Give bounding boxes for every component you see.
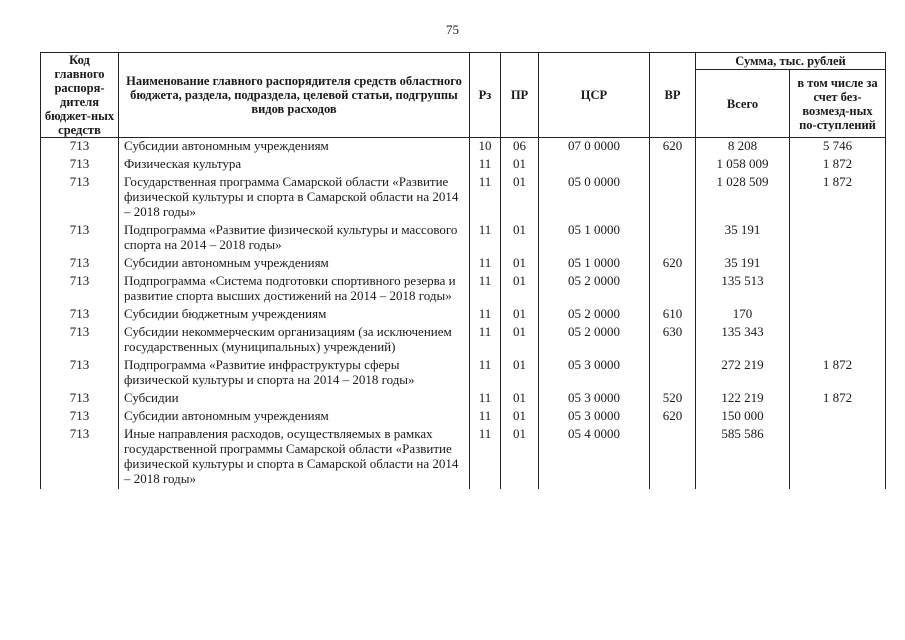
cell-vr bbox=[650, 156, 696, 174]
cell-code: 713 bbox=[41, 357, 119, 390]
cell-csr: 05 2 0000 bbox=[539, 273, 650, 306]
cell-total: 272 219 bbox=[696, 357, 790, 390]
cell-pr: 01 bbox=[501, 408, 539, 426]
budget-table bbox=[40, 52, 886, 489]
cell-csr: 07 0 0000 bbox=[539, 138, 650, 157]
cell-free bbox=[790, 408, 886, 426]
table-row bbox=[41, 273, 886, 306]
cell-free bbox=[790, 222, 886, 255]
cell-total: 35 191 bbox=[696, 222, 790, 255]
cell-csr: 05 2 0000 bbox=[539, 306, 650, 324]
header-csr: ЦСР bbox=[539, 53, 650, 138]
cell-free: 1 872 bbox=[790, 357, 886, 390]
cell-total: 1 058 009 bbox=[696, 156, 790, 174]
cell-rz: 11 bbox=[470, 390, 501, 408]
header-sum-group: Сумма, тыс. рублей bbox=[696, 53, 886, 70]
cell-csr: 05 1 0000 bbox=[539, 255, 650, 273]
cell-vr bbox=[650, 357, 696, 390]
cell-name: Субсидии некоммерческим организациям (за исключением государственных (муниципальных) учреждений) bbox=[119, 324, 470, 357]
cell-name: Подпрограмма «Система подготовки спортивного резерва и развитие спорта высших достижений на 2014 – 2018 годы» bbox=[119, 273, 470, 306]
table-row bbox=[41, 426, 886, 489]
cell-vr bbox=[650, 222, 696, 255]
cell-total: 170 bbox=[696, 306, 790, 324]
cell-pr: 01 bbox=[501, 390, 539, 408]
table-row bbox=[41, 324, 886, 357]
cell-csr: 05 2 0000 bbox=[539, 324, 650, 357]
cell-rz: 11 bbox=[470, 273, 501, 306]
cell-code: 713 bbox=[41, 174, 119, 222]
cell-csr bbox=[539, 156, 650, 174]
cell-rz: 11 bbox=[470, 426, 501, 489]
cell-name: Субсидии автономным учреждениям bbox=[119, 138, 470, 157]
cell-vr bbox=[650, 426, 696, 489]
cell-total: 135 343 bbox=[696, 324, 790, 357]
header-pr: ПР bbox=[501, 53, 539, 138]
cell-rz: 11 bbox=[470, 255, 501, 273]
cell-name: Подпрограмма «Развитие инфраструктуры сферы физической культуры и спорта на 2014 – 2018 годы» bbox=[119, 357, 470, 390]
cell-rz: 11 bbox=[470, 306, 501, 324]
cell-total: 135 513 bbox=[696, 273, 790, 306]
cell-pr: 01 bbox=[501, 357, 539, 390]
header-rz: Рз bbox=[470, 53, 501, 138]
cell-pr: 01 bbox=[501, 324, 539, 357]
cell-rz: 11 bbox=[470, 222, 501, 255]
cell-name: Субсидии бюджетным учреждениям bbox=[119, 306, 470, 324]
cell-code: 713 bbox=[41, 390, 119, 408]
cell-code: 713 bbox=[41, 306, 119, 324]
cell-pr: 06 bbox=[501, 138, 539, 157]
cell-free: 1 872 bbox=[790, 156, 886, 174]
table-row bbox=[41, 306, 886, 324]
cell-rz: 10 bbox=[470, 138, 501, 157]
cell-name: Субсидии автономным учреждениям bbox=[119, 255, 470, 273]
cell-code: 713 bbox=[41, 273, 119, 306]
cell-free bbox=[790, 255, 886, 273]
cell-free: 5 746 bbox=[790, 138, 886, 157]
cell-csr: 05 1 0000 bbox=[539, 222, 650, 255]
cell-pr: 01 bbox=[501, 174, 539, 222]
cell-total: 1 028 509 bbox=[696, 174, 790, 222]
table-row bbox=[41, 357, 886, 390]
cell-name: Иные направления расходов, осуществляемых в рамках государственной программы Самарской области «Развитие физической культуры и спорта в Самарской области на 2014 – 2018 годы» bbox=[119, 426, 470, 489]
cell-name: Физическая культура bbox=[119, 156, 470, 174]
cell-pr: 01 bbox=[501, 222, 539, 255]
cell-vr: 610 bbox=[650, 306, 696, 324]
cell-vr bbox=[650, 273, 696, 306]
cell-rz: 11 bbox=[470, 408, 501, 426]
table-row bbox=[41, 255, 886, 273]
cell-code: 713 bbox=[41, 138, 119, 157]
cell-pr: 01 bbox=[501, 273, 539, 306]
cell-vr: 620 bbox=[650, 255, 696, 273]
cell-code: 713 bbox=[41, 408, 119, 426]
cell-pr: 01 bbox=[501, 426, 539, 489]
cell-total: 150 000 bbox=[696, 408, 790, 426]
cell-name: Субсидии автономным учреждениям bbox=[119, 408, 470, 426]
cell-csr: 05 3 0000 bbox=[539, 357, 650, 390]
table-row bbox=[41, 390, 886, 408]
cell-rz: 11 bbox=[470, 324, 501, 357]
table-row bbox=[41, 138, 886, 157]
table-row bbox=[41, 222, 886, 255]
cell-csr: 05 3 0000 bbox=[539, 408, 650, 426]
cell-name: Государственная программа Самарской области «Развитие физической культуры и спорта в Самарской области на 2014 – 2018 годы» bbox=[119, 174, 470, 222]
table-row bbox=[41, 174, 886, 222]
cell-rz: 11 bbox=[470, 174, 501, 222]
cell-pr: 01 bbox=[501, 306, 539, 324]
cell-pr: 01 bbox=[501, 255, 539, 273]
cell-free: 1 872 bbox=[790, 390, 886, 408]
cell-total: 35 191 bbox=[696, 255, 790, 273]
cell-vr: 620 bbox=[650, 138, 696, 157]
cell-total: 122 219 bbox=[696, 390, 790, 408]
header-vr: ВР bbox=[650, 53, 696, 138]
cell-rz: 11 bbox=[470, 357, 501, 390]
cell-pr: 01 bbox=[501, 156, 539, 174]
cell-free bbox=[790, 426, 886, 489]
page-number: 75 bbox=[446, 22, 459, 37]
cell-free bbox=[790, 273, 886, 306]
cell-vr bbox=[650, 174, 696, 222]
table-body bbox=[41, 138, 886, 490]
cell-total: 8 208 bbox=[696, 138, 790, 157]
cell-csr: 05 3 0000 bbox=[539, 390, 650, 408]
cell-vr: 520 bbox=[650, 390, 696, 408]
cell-free bbox=[790, 324, 886, 357]
cell-vr: 620 bbox=[650, 408, 696, 426]
header-free: в том числе за счет без-возмезд-ных по-ступлений bbox=[790, 70, 886, 138]
cell-code: 713 bbox=[41, 324, 119, 357]
cell-code: 713 bbox=[41, 426, 119, 489]
table-header bbox=[41, 53, 886, 138]
header-name: Наименование главного распорядителя средств областного бюджета, раздела, подраздела, целевой статьи, подгруппы видов расходов bbox=[119, 53, 470, 138]
cell-total: 585 586 bbox=[696, 426, 790, 489]
cell-code: 713 bbox=[41, 222, 119, 255]
cell-rz: 11 bbox=[470, 156, 501, 174]
cell-code: 713 bbox=[41, 255, 119, 273]
table-row bbox=[41, 156, 886, 174]
header-code: Код главного распоря-дителя бюджет-ных средств bbox=[41, 53, 119, 138]
cell-code: 713 bbox=[41, 156, 119, 174]
cell-free: 1 872 bbox=[790, 174, 886, 222]
cell-csr: 05 4 0000 bbox=[539, 426, 650, 489]
cell-name: Субсидии bbox=[119, 390, 470, 408]
cell-name: Подпрограмма «Развитие физической культуры и массового спорта на 2014 – 2018 годы» bbox=[119, 222, 470, 255]
header-total: Всего bbox=[696, 70, 790, 138]
table-row bbox=[41, 408, 886, 426]
cell-free bbox=[790, 306, 886, 324]
cell-vr: 630 bbox=[650, 324, 696, 357]
cell-csr: 05 0 0000 bbox=[539, 174, 650, 222]
